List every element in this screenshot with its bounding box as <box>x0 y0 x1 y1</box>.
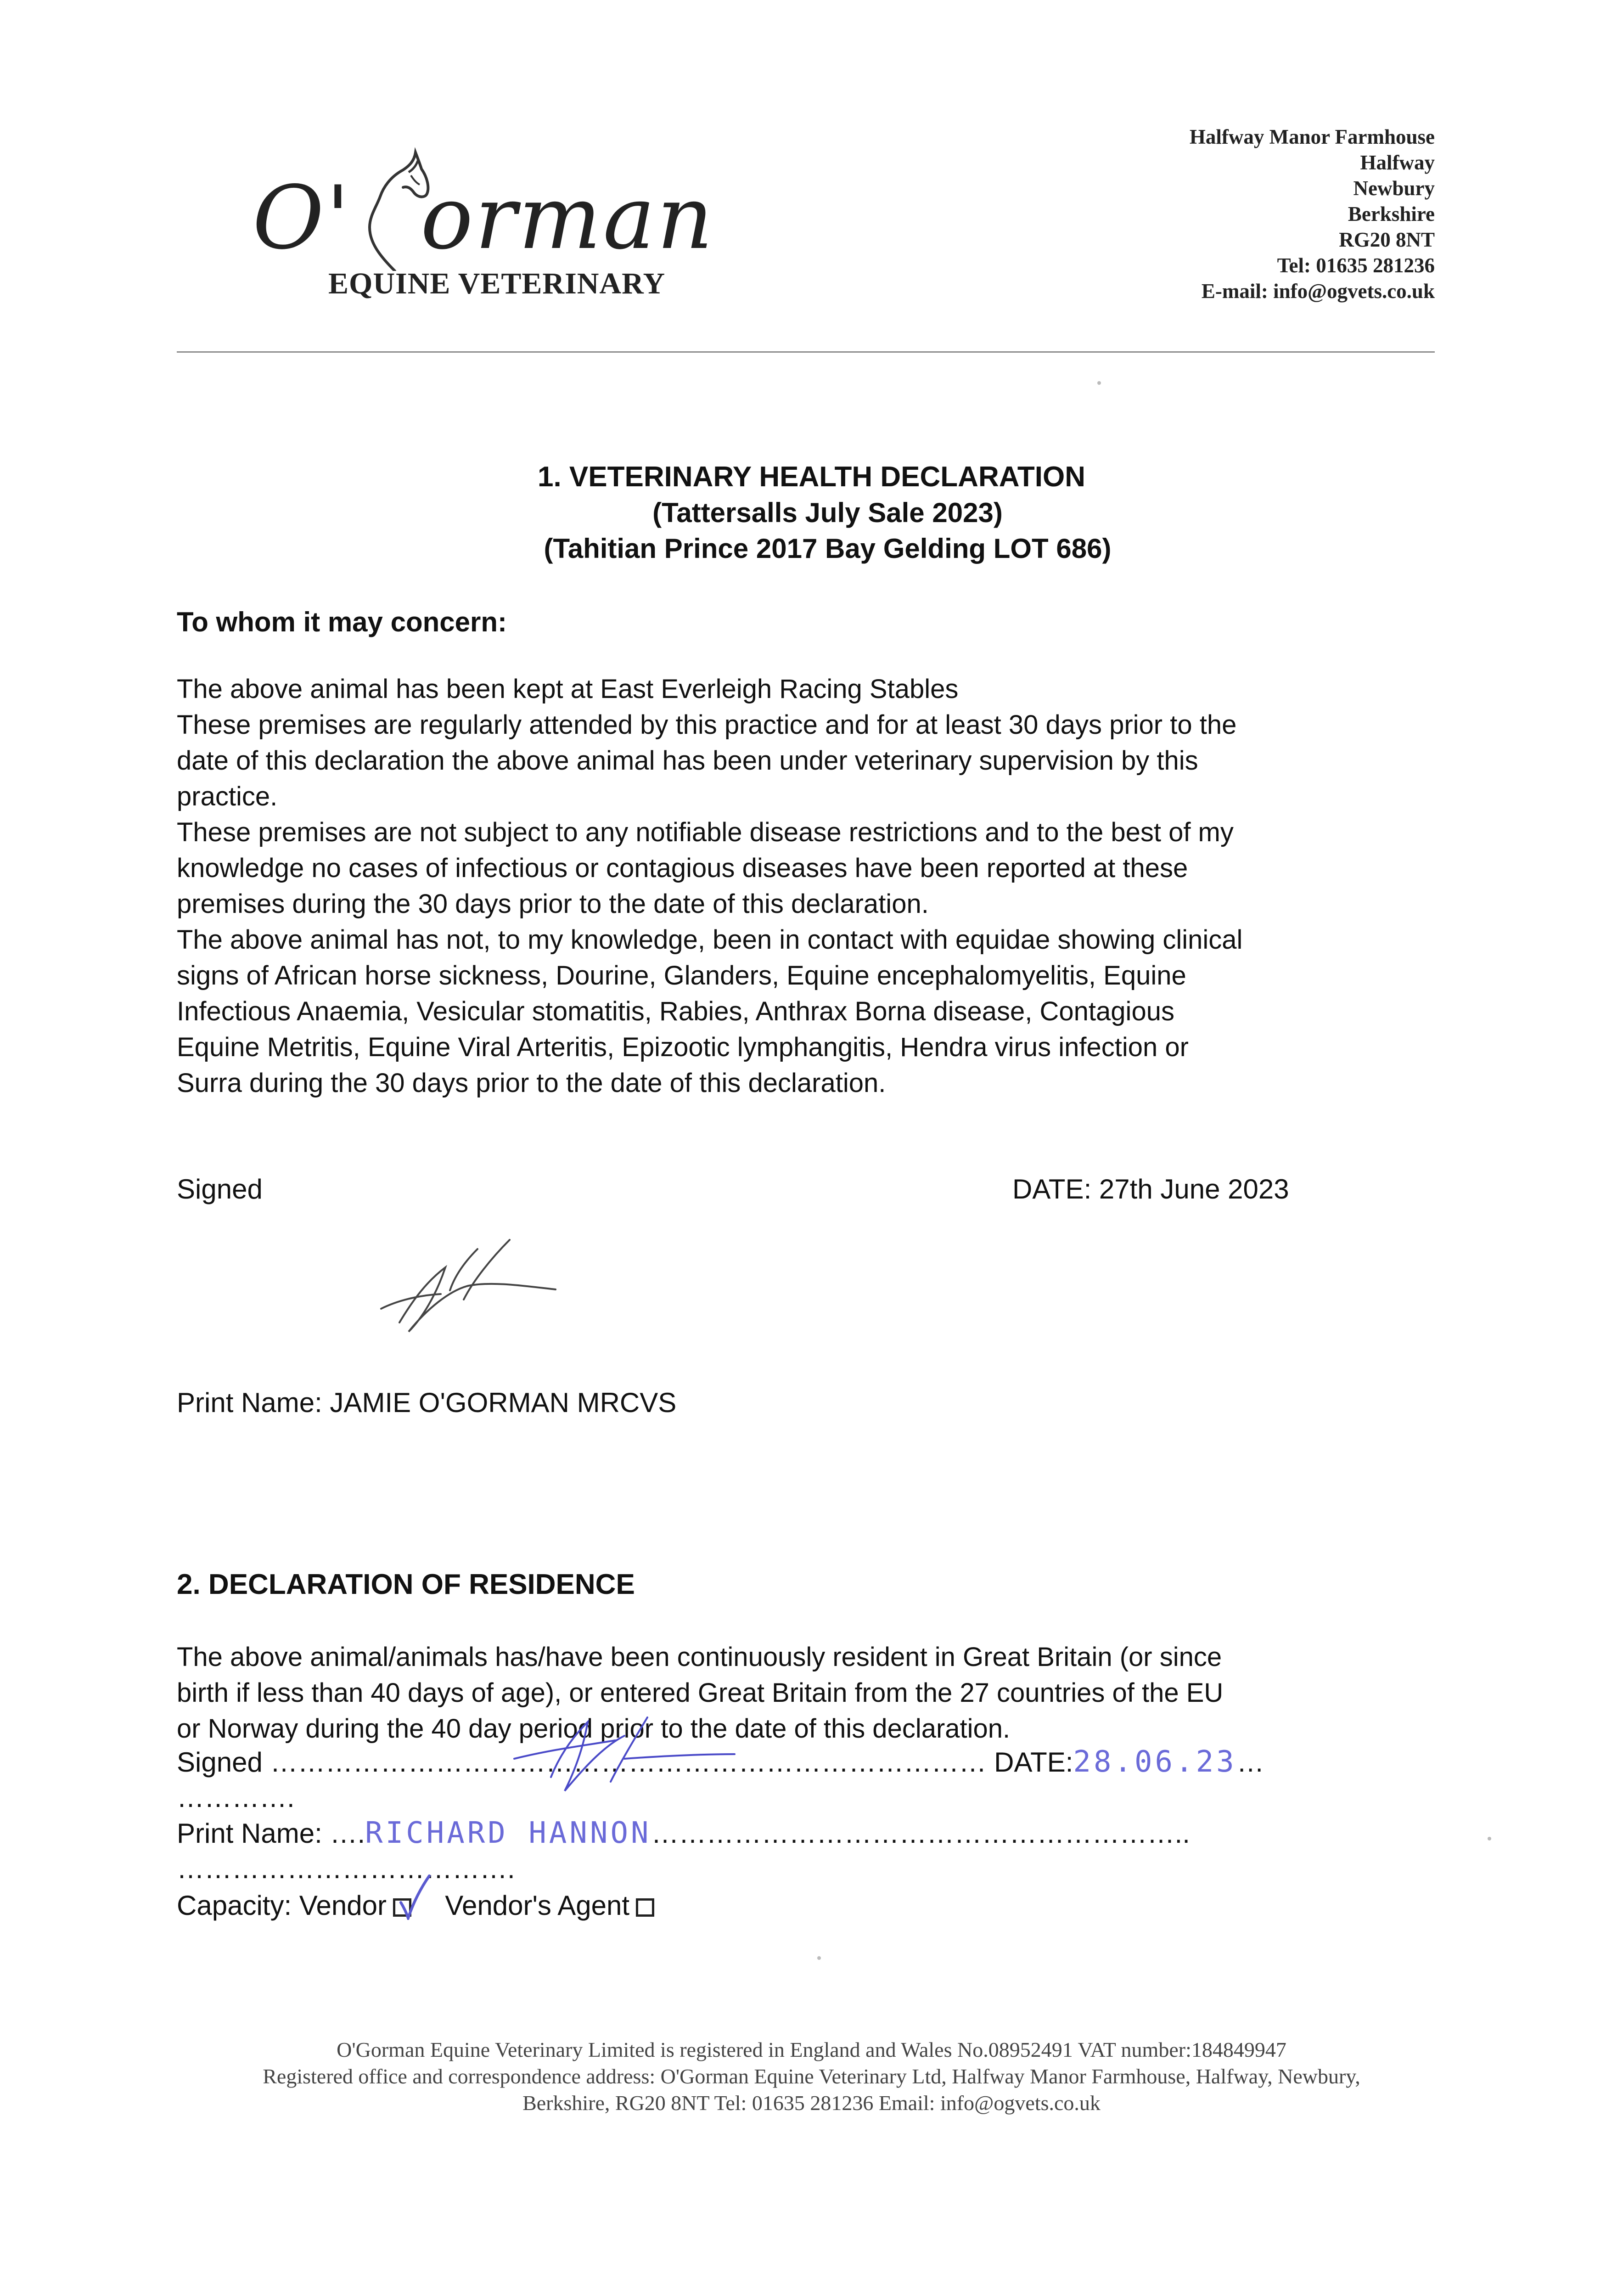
vet-signature <box>372 1231 611 1341</box>
address-line: Halfway Manor Farmhouse <box>1189 125 1435 148</box>
signed-dotted-line-wrap: …………. <box>177 1782 295 1813</box>
scan-speck <box>1097 381 1101 385</box>
vendor-checkbox[interactable] <box>393 1898 411 1917</box>
body-line: Infectious Anaemia, Vesicular stomatitis, Rabies, Anthrax Borna disease, Contagious <box>177 996 1174 1026</box>
vendor-option-label: Vendor <box>299 1890 387 1921</box>
section1-subtitle-lot: (Tahitian Prince 2017 Bay Gelding LOT 686) <box>544 533 1112 564</box>
address-line: Halfway <box>1360 151 1435 174</box>
checkmark-icon <box>395 1874 432 1920</box>
address-line: Newbury <box>1353 177 1435 200</box>
section1-print-name: Print Name: JAMIE O'GORMAN MRCVS <box>177 1387 677 1418</box>
section1-date: DATE: 27th June 2023 <box>1012 1174 1289 1204</box>
handwritten-date: 28.06.23 <box>1073 1745 1237 1779</box>
body-line: or Norway during the 40 day period prior to the date of this declaration. <box>177 1714 1011 1744</box>
company-registration-footer <box>0 2037 1623 2116</box>
body-line: The above animal/animals has/have been continuously resident in Great Britain (or since <box>177 1642 1222 1672</box>
body-line: premises during the 30 days prior to the date of this declaration. <box>177 889 929 919</box>
footer-line: O'Gorman Equine Veterinary Limited is registered in England and Wales No.08952491 VAT number:184849947 <box>337 2038 1286 2061</box>
print-name-dotted-line: …. <box>330 1818 365 1849</box>
footer-line: Berkshire, RG20 8NT Tel: 01635 281236 Email: info@ogvets.co.uk <box>522 2091 1101 2115</box>
scan-speck <box>817 1956 821 1960</box>
body-line: The above animal has not, to my knowledge, been in contact with equidae showing clinical <box>177 925 1243 955</box>
logo-subtitle: EQUINE VETERINARY <box>328 267 666 300</box>
body-line: date of this declaration the above animal has been under veterinary supervision by this <box>177 746 1198 776</box>
body-line: signs of African horse sickness, Dourine, Glanders, Equine encephalomyelitis, Equine <box>177 961 1186 990</box>
address-telephone: Tel: 01635 281236 <box>1277 254 1435 277</box>
capacity-label: Capacity: <box>177 1890 292 1921</box>
body-line: These premises are regularly attended by this practice and for at least 30 days prior to the <box>177 710 1237 740</box>
body-line: These premises are not subject to any notifiable disease restrictions and to the best of my <box>177 817 1234 847</box>
section2-date-label: DATE: <box>994 1747 1073 1778</box>
section1-title: 1. VETERINARY HEALTH DECLARATION <box>538 461 1085 493</box>
logo-wordmark: O' orman <box>253 167 715 269</box>
footer-line: Registered office and correspondence address: O'Gorman Equine Veterinary Ltd, Halfway Manor Farmhouse, Halfway, Newbury, <box>263 2065 1360 2088</box>
horse-head-icon <box>326 133 432 271</box>
body-line: knowledge no cases of infectious or contagious diseases have been reported at these <box>177 853 1188 883</box>
print-name-dotted-line-wrap: ………………………………. <box>177 1853 515 1884</box>
section2-title: 2. DECLARATION OF RESIDENCE <box>177 1569 635 1600</box>
body-line: birth if less than 40 days of age), or entered Great Britain from the 27 countries of the EU <box>177 1678 1224 1708</box>
print-name-dotted-line: ………………………………………………….. <box>651 1818 1190 1849</box>
header-divider <box>177 351 1435 353</box>
vendor-signature <box>496 1708 790 1805</box>
body-line: The above animal has been kept at East Everleigh Racing Stables <box>177 674 959 704</box>
company-logo <box>253 133 715 308</box>
address-postcode: RG20 8NT <box>1339 228 1435 251</box>
salutation: To whom it may concern: <box>177 607 507 637</box>
section2-print-name-row <box>177 1816 1190 1850</box>
body-line: Equine Metritis, Equine Viral Arteritis, Epizootic lymphangitis, Hendra virus infection or <box>177 1032 1189 1062</box>
vendors-agent-checkbox[interactable] <box>636 1898 654 1917</box>
section1-signed-label: Signed <box>177 1174 263 1204</box>
section1-heading <box>0 459 1623 567</box>
capacity-row <box>177 1890 654 1921</box>
section1-subtitle-sale: (Tattersalls July Sale 2023) <box>652 497 1003 528</box>
address-line: Berkshire <box>1348 203 1435 225</box>
section2-body <box>177 1639 1444 1747</box>
address-email: E-mail: info@ogvets.co.uk <box>1201 280 1435 303</box>
handwritten-print-name: RICHARD HANNON <box>365 1816 651 1850</box>
section2-print-name-label: Print Name: <box>177 1818 322 1849</box>
section1-body <box>177 671 1444 1101</box>
vendors-agent-option-label: Vendor's Agent <box>445 1890 630 1921</box>
body-line: practice. <box>177 782 278 811</box>
date-dotted-line: … <box>1236 1747 1264 1778</box>
practice-address <box>1190 124 1435 304</box>
body-line: Surra during the 30 days prior to the date of this declaration. <box>177 1068 886 1098</box>
section2-signed-label: Signed <box>177 1747 263 1778</box>
scan-speck <box>1488 1837 1491 1840</box>
signed-dotted-line: …………………………………………………………………… <box>270 1747 987 1778</box>
